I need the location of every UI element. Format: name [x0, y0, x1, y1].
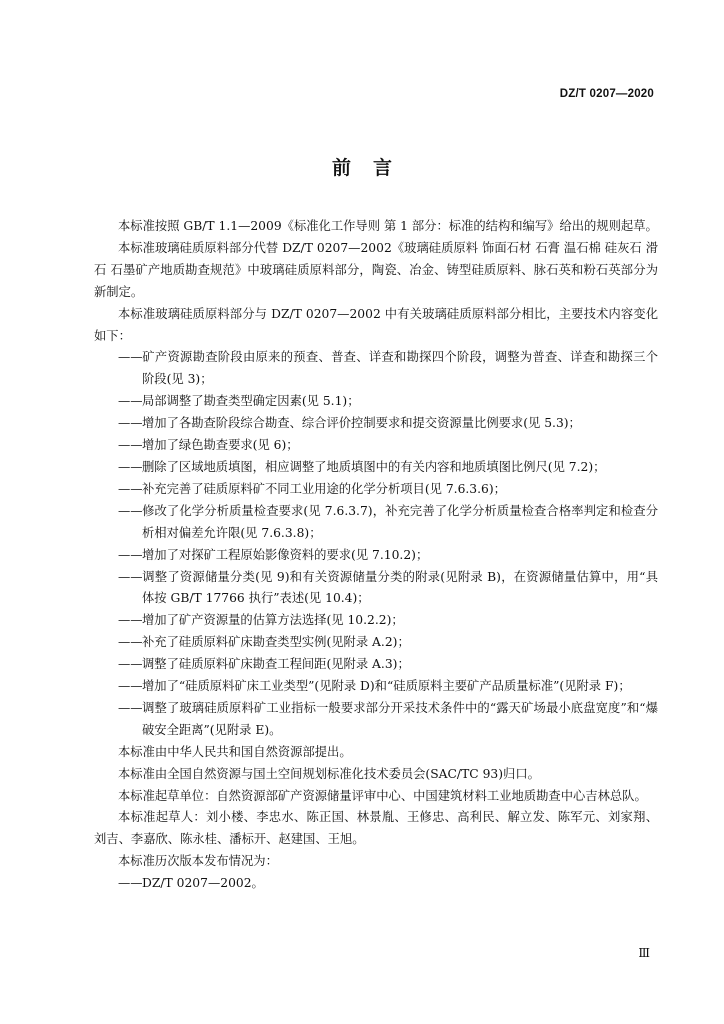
change-text: 增加了绿色勘查要求(见 6)； [142, 438, 299, 453]
dash-marker: —— [118, 481, 143, 496]
intro-paragraph: 本标准玻璃硅质原料部分与 DZ/T 0207—2002 中有关玻璃硅质原料部分相比，主要技术内容变化如下： [94, 306, 658, 343]
outro-paragraph: 本标准起草单位：自然资源部矿产资源储量评审中心、中国建筑材料工业地质勘查中心吉林总队。 [118, 788, 647, 803]
dash-marker: —— [118, 438, 143, 453]
change-item [94, 632, 658, 654]
outro-paragraph: 本标准由全国自然资源与国土空间规划标准化技术委员会(SAC/TC 93)归口。 [118, 766, 540, 781]
intro-paragraph: 本标准玻璃硅质原料部分代替 DZ/T 0207—2002《玻璃硅质原料 饰面石材 石膏 温石棉 硅灰石 滑石 石墨矿产地质勘查规范》中玻璃硅质原料部分，陶瓷、冶金、铸型硅质原料、脉石英和粉石英部分为新制定。 [94, 240, 658, 299]
standard-code: DZ/T 0207—2020 [559, 88, 654, 100]
dash-marker: —— [118, 416, 143, 431]
document-body [94, 216, 658, 895]
change-text: 调整了玻璃硅质原料矿工业指标一般要求部分开采技术条件中的“露天矿场最小底盘宽度”和“爆破安全距离”(见附录 E)。 [142, 700, 658, 737]
dash-marker: —— [118, 459, 143, 474]
change-item [94, 654, 658, 676]
change-text: 增加了“硅质原料矿床工业类型”(见附录 D)和“硅质原料主要矿产品质量标准”(见附录 F)； [142, 679, 631, 694]
change-text: 增加了各勘查阶段综合勘查、综合评价控制要求和提交资源量比例要求(见 5.3)； [142, 416, 581, 431]
dash-marker: —— [118, 613, 143, 628]
change-text: 调整了资源储量分类(见 9)和有关资源储量分类的附录(见附录 B)，在资源储量估算中，用“具体按 GB/T 17766 执行”表述(见 10.4)； [142, 569, 658, 606]
change-item [94, 457, 658, 479]
change-text: 补充了硅质原料矿床勘查类型实例(见附录 A.2)； [142, 635, 410, 650]
intro-paragraph: 本标准按照 GB/T 1.1—2009《标准化工作导则 第 1 部分：标准的结构和编写》给出的规则起草。 [118, 219, 658, 233]
change-item [94, 413, 658, 435]
change-text: 修改了化学分析质量检查要求(见 7.6.3.7)，补充完善了化学分析质量检查合格率判定和检查分析相对偏差允许限(见 7.6.3.8)； [142, 503, 658, 540]
change-text: 矿产资源勘查阶段由原来的预查、普查、详查和勘探四个阶段，调整为普查、详查和勘探三个阶段(见 3)； [142, 350, 658, 387]
change-text: 增加了矿产资源量的估算方法选择(见 10.2.2)； [142, 613, 404, 628]
change-item [94, 479, 658, 501]
change-text: 局部调整了勘查类型确定因素(见 5.1)； [142, 394, 360, 409]
change-item [94, 347, 658, 391]
change-item [94, 391, 658, 413]
history-text: DZ/T 0207—2002。 [142, 876, 264, 891]
outro-paragraph: 本标准起草人：刘小楼、李忠水、陈正国、林景胤、王修忠、高利民、解立发、陈军元、刘家翔、刘吉、李嘉欣、陈永桂、潘标开、赵建国、王旭。 [94, 810, 658, 847]
change-text: 增加了对探矿工程原始影像资料的要求(见 7.10.2)； [142, 547, 429, 562]
page-title: 前言 [331, 157, 414, 179]
history-item [94, 873, 658, 895]
page-number: Ⅲ [638, 946, 650, 960]
outro-paragraph: 本标准历次版本发布情况为： [118, 854, 278, 869]
change-text: 补充完善了硅质原料矿不同工业用途的化学分析项目(见 7.6.3.6)； [142, 481, 506, 496]
outro-paragraph: 本标准由中华人民共和国自然资源部提出。 [118, 744, 352, 759]
change-item [94, 501, 658, 545]
dash-marker: —— [118, 394, 143, 409]
dash-marker: —— [118, 503, 143, 518]
change-item [94, 435, 658, 457]
dash-marker: —— [118, 547, 143, 562]
change-item [94, 676, 658, 698]
dash-marker: —— [118, 700, 143, 715]
change-item [94, 545, 658, 567]
change-text: 删除了区域地质填图，相应调整了地质填图中的有关内容和地质填图比例尺(见 7.2)； [142, 459, 606, 474]
dash-marker: —— [118, 679, 143, 694]
dash-marker: —— [118, 350, 143, 365]
dash-marker: —— [118, 569, 143, 584]
change-list [94, 347, 658, 741]
dash-marker: —— [118, 876, 143, 891]
change-item [94, 610, 658, 632]
change-item [94, 698, 658, 742]
change-item [94, 567, 658, 611]
change-text: 调整了硅质原料矿床勘查工程间距(见附录 A.3)； [142, 657, 410, 672]
dash-marker: —— [118, 657, 143, 672]
dash-marker: —— [118, 635, 143, 650]
